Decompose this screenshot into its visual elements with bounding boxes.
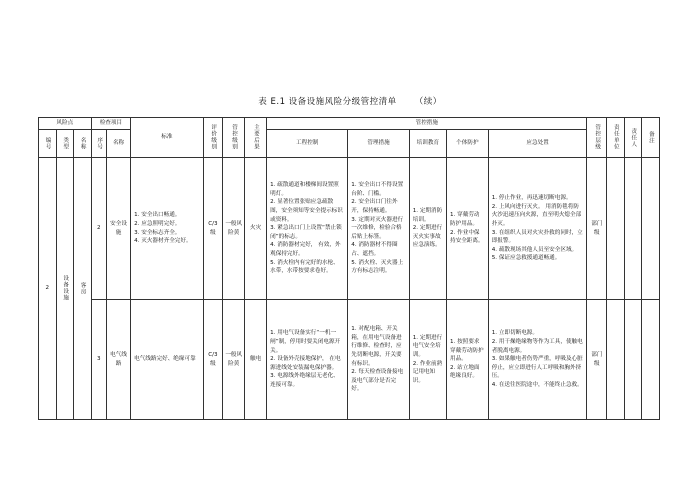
emergency-line: 2. 用干燥绝缘物等作为工具，使触电者脱离电源。 — [491, 338, 583, 354]
standard-line: 4. 灭火器材齐全完好。 — [134, 238, 192, 245]
header-ppe: 个体防护 — [447, 130, 489, 158]
risk-number: 2 — [39, 158, 57, 420]
row-item-name: 电气线路 — [106, 300, 130, 420]
ppe-line: 2. 站立地面绝缘良好。 — [450, 364, 480, 380]
emergency-line: 4. 疏散现场其他人员至安全区域。 — [491, 246, 578, 253]
training-line: 1. 定期进行电气安全培训。 — [412, 334, 443, 358]
header-training: 培训教育 — [409, 130, 446, 158]
header-name: 名称 — [74, 130, 92, 158]
engineering-line: 3. 电源线外绝缘层无老化、连接可靠。 — [270, 373, 339, 389]
engineering-line: 1. 疏散通道和楼梯间设置照明灯。 — [270, 181, 339, 197]
header-evaluation-level: 评价级别 — [203, 118, 223, 158]
row-item-name: 安全设施 — [106, 158, 130, 300]
header-engineering: 工程控制 — [267, 130, 348, 158]
standard-line: 电气线路完好、绝缘可靠 — [134, 356, 196, 363]
header-control-level: 管控级别 — [223, 118, 245, 158]
row-control-level: 一般风险黄 — [223, 300, 245, 420]
row-control-level: 一般风险黄 — [223, 158, 245, 300]
row-responsible-person — [624, 158, 642, 300]
header-row-1 — [39, 118, 660, 130]
engineering-line: 5. 消火栓内有完好的水枪、水带，水带按要求卷好。 — [270, 259, 339, 275]
row-main-consequence: 火灾 — [245, 158, 267, 300]
ppe-line: 1. 穿戴劳动防护用品。 — [450, 212, 480, 227]
row-responsible-person — [624, 300, 642, 420]
ppe-line: 2. 作业中保持安全距离。 — [450, 229, 484, 245]
row-standard — [131, 158, 203, 300]
header-responsible-person: 责任人 — [624, 118, 642, 158]
table-row — [39, 300, 660, 420]
emergency-line: 1. 立即切断电源。 — [491, 330, 538, 337]
table-row — [39, 158, 660, 300]
header-management: 管理措施 — [348, 130, 409, 158]
header-type: 类型 — [56, 130, 74, 158]
engineering-line: 3. 紧急出口门上设置“禁止锁闭”的标志。 — [270, 225, 342, 240]
row-engineering — [267, 158, 348, 300]
row-evaluation-level: C/3级 — [203, 300, 223, 420]
header-number: 编号 — [39, 130, 57, 158]
header-emergency: 应急处置 — [488, 130, 587, 158]
header-risk-point: 风险点 — [39, 118, 92, 130]
row-remark — [642, 300, 660, 420]
row-ppe — [447, 158, 489, 300]
management-line: 5. 消火栓、灭火器上方有标志注明。 — [351, 259, 404, 275]
title-text: 表 E.1 设备设施风险分级管控清单 — [258, 97, 397, 107]
engineering-line: 4. 消防器材完好， 有效，外观保持完好。 — [270, 242, 341, 258]
management-line: 1. 安全出口不得设置台阶、门槛。 — [351, 181, 404, 197]
row-main-consequence: 触电 — [245, 300, 267, 420]
emergency-line: 4. 在送往医院途中，不能终止急救。 — [491, 382, 583, 389]
header-seq: 序号 — [91, 130, 106, 158]
row-control-tier: 部门级 — [587, 300, 607, 420]
row-standard — [131, 300, 203, 420]
emergency-line: 3. 如果触电者伤势严重，呼吸及心脏停止，应立即进行人工呼吸和胸外挤压。 — [491, 356, 583, 380]
row-responsible-unit — [607, 158, 625, 300]
row-management — [348, 158, 409, 300]
management-line: 2. 每天检查设备接电及电气部分是否完好。 — [351, 369, 404, 393]
header-check-item: 检查项目 — [91, 118, 130, 130]
risk-control-table — [38, 117, 660, 420]
row-training — [409, 300, 446, 420]
standard-line: 1. 安全出口畅通。 — [134, 212, 181, 219]
management-line: 1. 对配电箱、开关箱，在用电气设备进行维修、检查时，应先切断电源，开关要有标识。 — [351, 325, 402, 367]
training-line: 2. 定期进行灭火实事故应急演练。 — [412, 225, 443, 249]
row-control-tier: 部门级 — [587, 158, 607, 300]
row-remark — [642, 158, 660, 300]
row-seq: 2 — [91, 158, 106, 300]
emergency-line: 2. 上风向进行灭火。 用消防毯将防火沙迅速压向火源，直至明火熄全部扑灭。 — [491, 203, 582, 227]
engineering-line: 2. 设备外壳接地保护， 在电源进线处安装漏电保护器。 — [270, 356, 341, 371]
risk-type: 设备设施 — [56, 158, 74, 420]
management-line: 4. 消防器材不得圈占、遮挡。 — [351, 242, 398, 258]
page-title — [0, 95, 700, 107]
row-responsible-unit — [607, 300, 625, 420]
standard-line: 3. 安全标志齐全。 — [134, 229, 181, 236]
row-training — [409, 158, 446, 300]
header-remark: 备注 — [642, 118, 660, 158]
emergency-line: 1. 停止作业，再迅速切断电源。 — [491, 194, 572, 201]
engineering-line: 2. 显著位置张贴应急疏散图，安全须知等安全提示标识或资料。 — [270, 199, 343, 223]
header-standard: 标准 — [131, 118, 203, 158]
row-emergency — [488, 158, 587, 300]
standard-line: 2. 应急照明完好。 — [134, 220, 181, 227]
emergency-line: 3. 在组织人员对火灾扑救的同时，立即报警。 — [491, 229, 583, 245]
header-main-consequence: 主要后果 — [245, 118, 267, 158]
header-item-name: 名称 — [106, 130, 130, 158]
header-control-tier: 管控层级 — [587, 118, 607, 158]
row-seq: 3 — [91, 300, 106, 420]
row-emergency — [488, 300, 587, 420]
row-ppe — [447, 300, 489, 420]
risk-name: 客房 — [74, 158, 92, 420]
training-line: 1. 定期消防培训。 — [412, 207, 443, 223]
row-engineering — [267, 300, 348, 420]
header-control-measures: 管控措施 — [267, 118, 587, 130]
title-note: （续） — [414, 97, 442, 107]
engineering-line: 1. 用电气设备实行“一机一闸”制，停用时要关闭电源开关。 — [270, 330, 341, 354]
management-line: 3. 定期对灭火器进行一次维修，检验合格后贴上标签。 — [351, 216, 404, 240]
row-evaluation-level: C/3级 — [203, 158, 223, 300]
row-management — [348, 300, 409, 420]
training-line: 2. 作业前熟记用电知识。 — [412, 360, 443, 384]
header-responsible-unit: 责任单位 — [607, 118, 625, 158]
ppe-line: 1. 按照要求穿戴劳动防护用品。 — [450, 338, 484, 363]
management-line: 2. 安全出口门往外开，保持畅通。 — [351, 199, 398, 214]
emergency-line: 5. 保证应急救援通道畅通。 — [491, 255, 561, 262]
